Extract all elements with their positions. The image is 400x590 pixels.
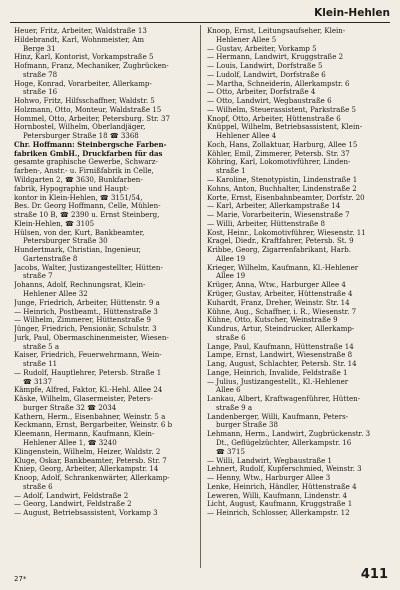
directory-entry-line: straße 9 a: [216, 402, 253, 412]
directory-entry-line: — Rudolf, Hauptlehrer, Petersb. Straße 1: [14, 367, 162, 377]
directory-entry-line: fabrik, Hypographie und Haupt-: [14, 183, 129, 193]
directory-entry-line: ☎ 3715: [216, 446, 245, 456]
directory-entry-line: Hülsen, von der, Kurt, Bankbeamter,: [14, 227, 145, 237]
directory-entry-line: Kuhardt, Franz, Dreher, Weinstr. Str. 14: [207, 297, 350, 307]
directory-entry-line: straße 10 B, ☎ 2390 u. Ernst Steinberg,: [14, 210, 160, 220]
directory-entry-line: Kleemann, Hermann, Kaufmann, Klein-: [14, 429, 155, 439]
directory-entry-line: straße 6: [23, 481, 53, 491]
directory-entry-line: Allee 19: [216, 271, 246, 281]
running-header: [10, 6, 390, 23]
directory-entry-line: straße 78: [23, 69, 58, 79]
directory-entry-line: Hildebrandt, Karl, Wohnmeister, Am: [14, 34, 144, 44]
directory-entry-line: Hohwo, Fritz, Hilfsschaffner, Waldstr. 5: [14, 96, 155, 106]
directory-entry-line: Hofmann, Franz, Mechaniker, Zugbrücken-: [14, 61, 169, 71]
directory-entry-line: — Otto, Arbeiter, Dorfstraße 4: [207, 87, 316, 97]
directory-entry-line: Krieger, Wilhelm, Kaufmann, Kl.-Hehlener: [207, 262, 359, 272]
directory-entry-line: Jacobs, Walter, Justizangestellter, Hütten-: [14, 262, 163, 272]
directory-entry-line: straße 5 a: [23, 341, 60, 351]
directory-entry-line: Licht, August, Kaufmann, Kruggstraße 1: [207, 499, 353, 509]
directory-entry-line: gesamte graphische Gewerbe, Schwarz-: [14, 157, 158, 167]
directory-entry-line: Knüppel, Wilhelm, Betriebsassistent, Klein-: [207, 122, 363, 132]
directory-entry-line: Hehlener Allee 5: [216, 34, 277, 44]
directory-entry-line: — August, Betriebsassistent, Vorkamp 3: [14, 508, 158, 518]
directory-entry-line: Hinz, Karl, Kontorist, Vorkampstraße 5: [14, 52, 154, 62]
directory-entry-line: Jünger, Friedrich, Pensionär, Schulstr. 3: [14, 324, 157, 334]
directory-entry-line: ☎ 3137: [23, 376, 52, 386]
directory-entry-line: straße 16: [23, 87, 58, 97]
directory-entry-line: burger Straße 32 ☎ 2034: [23, 402, 117, 412]
directory-entry-line: Knoop, Adolf, Schrankenwärter, Allerkamp-: [14, 473, 170, 483]
directory-entry-line: — Georg, Landwirt, Feldstraße 2: [14, 499, 132, 509]
directory-entry-line: — Wilhelm, Steuerassistent, Parkstraße 5: [207, 104, 356, 114]
directory-entry-line: — Henny, Wtw., Harburger Allee 3: [207, 473, 331, 483]
directory-entry-line: — Julius, Justizangestellt., Kl.-Hehlener: [207, 376, 349, 386]
page-number: 411: [360, 567, 388, 582]
directory-entry-line: straße 7: [23, 271, 53, 281]
directory-entry-line: Kniep, Georg, Arbeiter, Allerkampstr. 14: [14, 464, 159, 474]
directory-entry-line: — Heinrich, Schlosser, Allerkampstr. 12: [207, 508, 350, 518]
directory-entry-line: Kribbe, Georg, Zigarrenfabrikant, Harb.: [207, 245, 352, 255]
directory-entry-line: Lampe, Ernst, Landwirt, Wiesenstraße 8: [207, 350, 353, 360]
directory-entry-line: Köhler, Emil, Zimmerer, Petersb. Str. 37: [207, 148, 350, 158]
printer-signature: 27*: [14, 575, 27, 583]
directory-entry-line: Jurk, Paul, Obermaschinenmeister, Wiesen-: [14, 332, 169, 342]
directory-entry-line: Landenberger, Willi, Kaufmann, Peters-: [207, 411, 349, 421]
directory-entry-line: Lange, Paul, Kaufmann, Hüttenstraße 14: [207, 341, 354, 351]
directory-entry-line: Lankau, Albert, Kraftwagenführer, Hütten-: [207, 394, 361, 404]
directory-entry-line: Keckmann, Ernst, Bergarbeiter, Weinstr. 6 b: [14, 420, 173, 430]
directory-entry-line: Heuer, Fritz, Arbeiter, Waldstraße 13: [14, 27, 147, 35]
directory-entry-line: Hehlener Allee 1, ☎ 3240: [23, 437, 117, 447]
directory-entry-line: Hommel, Otto, Arbeiter, Petersburg. Str. 37: [14, 113, 170, 123]
directory-entry-line: Kohns, Anton, Buchhalter, Lindenstraße 2: [207, 183, 357, 193]
directory-entry-line: Kaiser, Friedrich, Feuerwehrmann, Wein-: [14, 350, 162, 360]
directory-entry-line: Kragel, Diedr., Kraftfahrer, Petersb. St. 9: [207, 236, 354, 246]
directory-entry-line: Knopf, Otto, Arbeiter, Hüttenstraße 6: [207, 113, 341, 123]
directory-entry-line: Berge 31: [23, 43, 56, 53]
directory-entry-line: Klingenstein, Wilhelm, Heizer, Waldstr. 2: [14, 446, 161, 456]
directory-entry-line: Knoop, Ernst, Leitungsaufseher, Klein-: [207, 27, 346, 35]
right-column: [207, 27, 389, 518]
directory-entry-line: — Karl, Arbeiter, Allerkampstraße 14: [207, 201, 341, 211]
header-title: Klein-Hehlen: [314, 7, 390, 19]
directory-entry-line: farben-, Anstr.- u. Firnißfabrik in Celle,: [14, 166, 154, 176]
directory-entry-line: — Hermann, Landwirt, Kruggstraße 2: [207, 52, 344, 62]
directory-entry-line: — Otto, Landwirt, Wegbaustraße 6: [207, 96, 332, 106]
directory-entry-line: Lange, Heinrich, Invalide, Feldstraße 1: [207, 367, 348, 377]
directory-entry-line: Lang, August, Schlachter, Petersb. Str. 14: [207, 359, 357, 369]
directory-entry-line: Allee 6: [216, 385, 241, 395]
directory-entry-line: Lehnert, Rudolf, Kupferschmied, Weinstr. 3: [207, 464, 362, 474]
directory-entry-line: — Karoline, Stenotypistin, Lindenstraße 1: [207, 175, 358, 185]
directory-entry-line: Kost, Heinr., Lokomotivführer, Wiesenstr. 11: [207, 227, 366, 237]
directory-entry-line: Dt., Geflügelzüchter, Allerkampstr. 16: [216, 437, 352, 447]
directory-entry-line: Chr. Hoffmann: Steinbergsche Farben-: [14, 139, 167, 149]
directory-entry-line: straße 6: [216, 332, 246, 342]
directory-entry-line: Johanns, Adolf, Rechnungsrat, Klein-: [14, 280, 146, 290]
directory-entry-line: Lenke, Heinrich, Händler, Hüttenstraße 4: [207, 481, 357, 491]
directory-entry-line: — Wilhelm, Zimmerer, Hüttenstraße 9: [14, 315, 152, 325]
directory-entry-line: Köhring, Karl, Lokomotivführer, Linden-: [207, 157, 351, 167]
directory-entry-line: Hehlener Allee 32: [23, 288, 88, 298]
directory-entry-line: Wildgarten 2, ☎ 3630, Bunkfarben-: [14, 175, 143, 185]
left-column: [14, 27, 196, 518]
directory-entry-line: Kühne, Otto, Kutscher, Weinstraße 9: [207, 315, 338, 325]
directory-entry-line: Allee 19: [216, 253, 246, 263]
directory-entry-line: — Adolf, Landwirt, Feldstraße 2: [14, 490, 129, 500]
directory-entry-line: burger Straße 38: [216, 420, 279, 430]
directory-entry-line: Hehlener Allee 4: [216, 131, 277, 141]
directory-entry-line: — Willi, Landwirt, Wegbaustraße 1: [207, 455, 333, 465]
directory-entry-line: Kühne, Aug., Schaffner, i. R., Wiesenstr. 7: [207, 306, 357, 316]
directory-entry-line: straße 1: [216, 166, 246, 176]
directory-entry-line: Käske, Wilhelm, Glasermeister, Peters-: [14, 394, 153, 404]
directory-entry-line: — Louis, Landwirt, Dorfstraße 5: [207, 61, 323, 71]
directory-entry-line: Petersburger Straße 30: [23, 236, 108, 246]
directory-entry-line: Leweren, Willi, Kaufmann, Lindenstr. 4: [207, 490, 347, 500]
directory-entry-line: — Martha, Schneiderin, Allerkampstr. 6: [207, 78, 350, 88]
directory-entry-line: Kundrus, Artur, Steindrucker, Allerkamp-: [207, 324, 355, 334]
directory-entry-line: Kluge, Oskar, Bankbeamter, Petersb. Str. 7: [14, 455, 167, 465]
directory-entry-line: Hornbostel, Wilhelm, Oberlandjäger,: [14, 122, 146, 132]
directory-entry-line: — Gustav, Arbeiter, Vorkamp 5: [207, 43, 317, 53]
directory-entry-line: kontor in Klein-Hehlen, ☎ 3151/54,: [14, 192, 143, 202]
directory-entry-line: Krüger, Gustav, Arbeiter, Hüttenstraße 4: [207, 288, 353, 298]
directory-entry-line: Klein-Hehlen, ☎ 3105: [14, 218, 95, 228]
directory-entry-line: Hoge, Konrad, Vorarbeiter, Allerkamp-: [14, 78, 152, 88]
directory-entry-line: — Ludolf, Landwirt, Dorfstraße 6: [207, 69, 326, 79]
directory-entry-line: Junge, Friedrich, Arbeiter, Hüttenstr. 9 a: [14, 297, 160, 307]
directory-entry-line: Koch, Hans, Zollaktuar, Harburg, Allee 15: [207, 139, 358, 149]
directory-entry-line: Lehmann, Herm., Landwirt, Zugbrückenstr. 3: [207, 429, 371, 439]
directory-entry-line: straße 11: [23, 359, 58, 369]
directory-entry-line: Holzmann, Otto, Monteur, Waldstraße 15: [14, 104, 162, 114]
directory-entry-line: Gartenstraße 8: [23, 253, 78, 263]
directory-entry-line: Kathern, Herm., Eisenbahner, Weinstr. 5 a: [14, 411, 166, 421]
directory-entry-line: Petersburger Straße 18 ☎ 3368: [23, 131, 139, 141]
directory-entry-line: fabriken GmbH., Druckfarben für das: [14, 148, 163, 158]
directory-entry-line: — Willi, Arbeiter, Hüttenstraße 8: [207, 218, 326, 228]
directory-entry-line: Korte, Ernst, Eisenbahnbeamter, Dorfstr. 20: [207, 192, 365, 202]
directory-entry-line: Hundertmark, Christian, Ingenieur,: [14, 245, 141, 255]
directory-entry-line: Krüger, Anna, Wtw., Harburger Allee 4: [207, 280, 346, 290]
directory-entry-line: Kämpfe, Alfred, Faktor, Kl.-Hehl. Allee 24: [14, 385, 163, 395]
column-divider: [200, 25, 201, 568]
directory-entry-line: Bes. Dr. Georg Hoffmann, Celle, Mühlen-: [14, 201, 161, 211]
directory-entry-line: — Heinrich, Postbeamt., Hüttenstraße 3: [14, 306, 158, 316]
directory-entry-line: — Marie, Vorarbeiterin, Wiesenstraße 7: [207, 210, 350, 220]
